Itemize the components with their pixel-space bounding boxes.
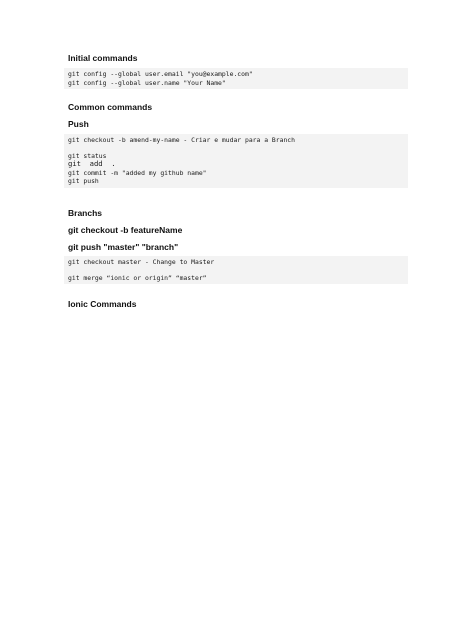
code-line-git-status: git status: [68, 151, 107, 160]
common-commands-heading: Common commands: [68, 102, 153, 112]
code-line-git-add: git add .: [68, 159, 116, 169]
initial-commands-heading: Initial commands: [68, 53, 138, 63]
push-heading: Push: [68, 119, 89, 129]
code-line-git-push: git push: [68, 177, 99, 186]
push-code-block: [64, 134, 408, 188]
code-line-git-checkout-branch: git checkout -b amend-my-name - Criar e mudar para a Branch: [68, 136, 296, 144]
code-line-git-checkout-master: git checkout master - Change to Master: [68, 258, 215, 266]
branch-code-block: [64, 256, 408, 284]
branchs-heading: Branchs: [68, 208, 103, 218]
git-push-master-heading: git push "master" "branch": [68, 242, 179, 252]
code-line-git-config-name: git config --global user.name "Your Name": [68, 78, 226, 87]
initial-commands-code-block: [64, 68, 408, 89]
code-line-git-merge: git merge “ionic or origin” “master”: [68, 273, 207, 282]
ionic-commands-heading: Ionic Commands: [68, 299, 137, 309]
code-line-git-config-email: git config --global user.email "you@example.com": [68, 70, 253, 78]
code-line-git-commit: git commit -m "added my github name": [68, 168, 207, 177]
git-checkout-feature-heading: git checkout -b featureName: [68, 225, 183, 235]
